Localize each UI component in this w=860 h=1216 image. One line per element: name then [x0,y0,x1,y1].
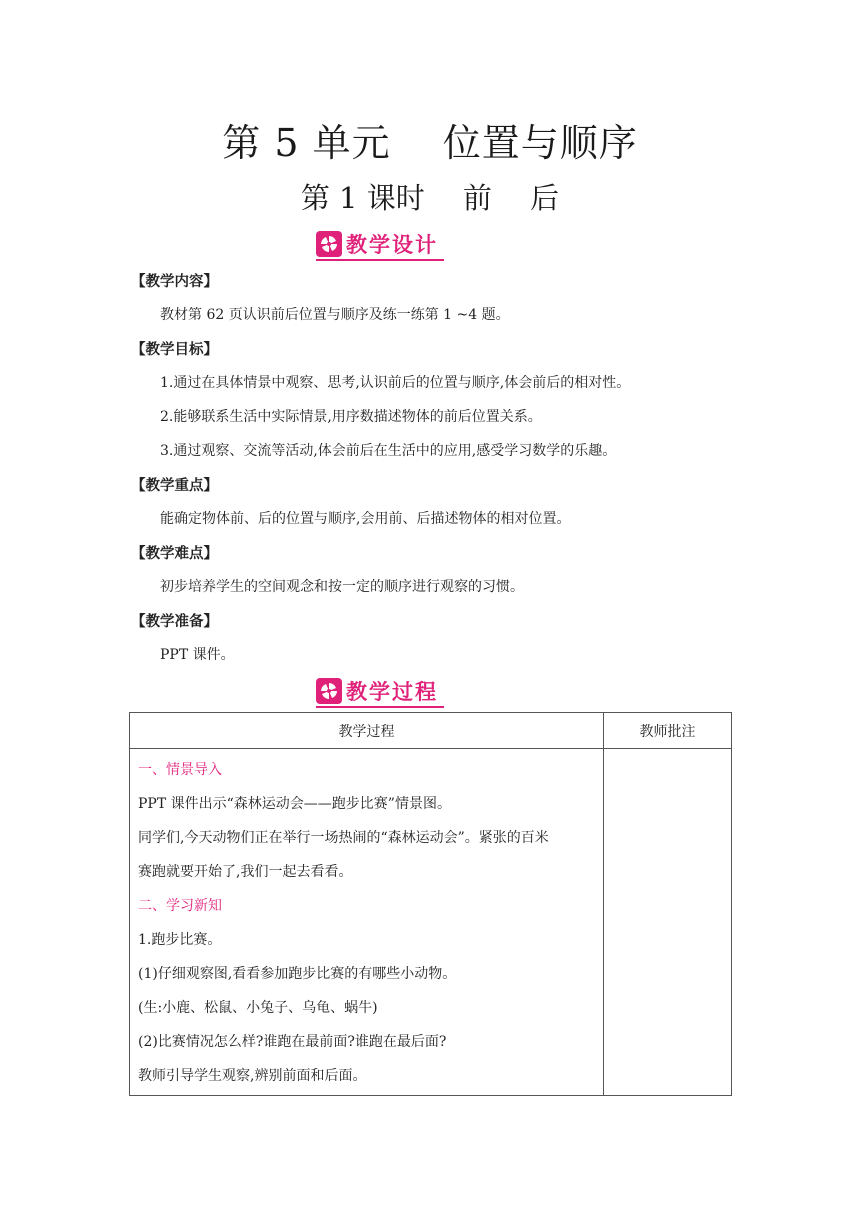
process-line: 1.跑步比赛。 [138,932,222,948]
key-text: 能确定物体前、后的位置与顺序,会用前、后描述物体的相对位置。 [160,511,571,527]
design-banner [316,229,444,261]
pinwheel-logo-icon [316,231,342,257]
key-heading: 【教学重点】 [131,478,218,494]
content-heading: 【教学内容】 [131,274,218,290]
process-line: (2)比赛情况怎么样?谁跑在最前面?谁跑在最后面? [138,1034,447,1050]
pinwheel-logo-icon [316,678,342,704]
goal-item: 1.通过在具体情景中观察、思考,认识前后的位置与顺序,体会前后的相对性。 [160,375,631,391]
goal-item: 3.通过观察、交流等活动,体会前后在生活中的应用,感受学习数学的乐趣。 [160,443,617,459]
process-line: PPT 课件出示“森林运动会——跑步比赛”情景图。 [138,796,451,812]
process-banner-label: 教学过程 [346,680,438,704]
table-header-row [130,713,732,749]
process-banner [316,676,444,708]
content-text: 教材第 62 页认识前后位置与顺序及练一练第 1 ~4 题。 [160,307,510,323]
col-header-process: 教学过程 [130,713,604,749]
process-line: 赛跑就要开始了,我们一起去看看。 [138,864,353,880]
prep-text: PPT 课件。 [160,647,235,663]
process-cell [130,749,604,1096]
goals-heading: 【教学目标】 [131,342,218,358]
table-row [130,749,732,1096]
teacher-notes-cell [604,749,732,1096]
section-title-intro: 一、情景导入 [138,762,222,778]
lesson-title: 第 1 课时 前 后 [300,181,560,215]
difficulty-heading: 【教学难点】 [131,546,218,562]
process-line: (1)仔细观察图,看看参加跑步比赛的有哪些小动物。 [138,966,457,982]
process-line: 同学们,今天动物们正在举行一场热闹的“森林运动会”。紧张的百米 [138,830,549,846]
design-banner-label: 教学设计 [346,233,438,257]
unit-title: 第 5 单元 位置与顺序 [222,121,638,165]
process-line: 教师引导学生观察,辨别前面和后面。 [138,1068,367,1084]
process-table [129,712,732,1096]
goal-item: 2.能够联系生活中实际情景,用序数描述物体的前后位置关系。 [160,409,542,425]
difficulty-text: 初步培养学生的空间观念和按一定的顺序进行观察的习惯。 [160,579,524,595]
process-line: (生:小鹿、松鼠、小兔子、乌龟、蜗牛) [138,1000,378,1016]
prep-heading: 【教学准备】 [131,614,218,630]
col-header-notes: 教师批注 [604,713,732,749]
section-title-new-knowledge: 二、学习新知 [138,898,222,914]
